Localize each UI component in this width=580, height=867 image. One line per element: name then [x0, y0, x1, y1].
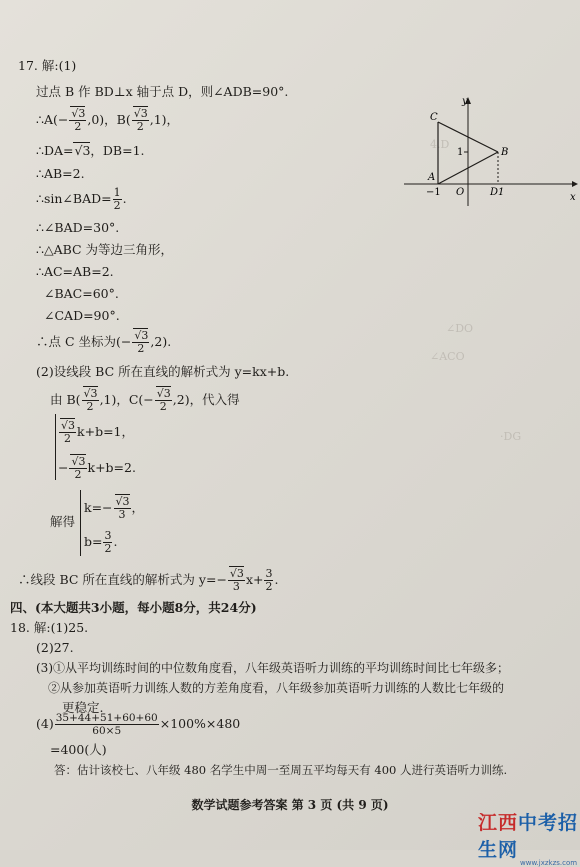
text: ∴DA=: [36, 143, 74, 158]
denominator: 3: [118, 508, 126, 521]
system-brace: [80, 490, 81, 556]
q18-part2: (2)27.: [36, 640, 74, 655]
q17-line: ∠CAD=90°.: [44, 308, 120, 323]
solution-b: [84, 530, 117, 555]
q18-part3c: 更稳定.: [62, 700, 104, 715]
text: ,2).: [150, 334, 172, 349]
sqrt: √3: [134, 329, 149, 342]
q18-result: =400(人): [50, 742, 107, 757]
denominator: 2: [137, 342, 145, 355]
sqrt: √3: [83, 387, 98, 400]
fraction: [228, 568, 245, 593]
denominator: 2: [113, 199, 121, 212]
sqrt: √3: [229, 567, 244, 580]
denominator: 2: [74, 468, 82, 481]
q17-line: 过点 B 作 BD⊥x 轴于点 D，则∠ADB=90°.: [36, 84, 289, 99]
sqrt: √3: [115, 495, 130, 508]
site-logo: [478, 808, 580, 867]
text: ×100%×480: [159, 716, 241, 731]
bleed-text: ·DG: [500, 430, 522, 443]
q18-heading: 18. 解:(1)25.: [10, 620, 89, 635]
q17-line: ∴AC=AB=2.: [36, 264, 114, 279]
solve-label: 解得: [50, 514, 76, 529]
fraction: [113, 187, 122, 212]
label-o: O: [456, 187, 465, 198]
fraction: [132, 108, 149, 133]
sqrt: √3: [71, 455, 86, 468]
denominator: 2: [86, 400, 94, 413]
logo-text: 中考招生网: [478, 812, 579, 861]
q18-part3b: ②从参加英语听力训练人数的方差角度看，八年级参加英语听力训练的人数比七年级的: [48, 681, 505, 695]
denominator: 2: [136, 120, 144, 133]
coordinate-diagram: [404, 92, 578, 210]
q17-heading: 17. 解:(1): [18, 58, 77, 73]
text: ，: [131, 500, 145, 515]
fraction: [155, 388, 172, 413]
text: ∴点 C 坐标为(−: [36, 334, 132, 349]
x-axis-arrow: [572, 181, 578, 187]
denominator: 2: [265, 580, 273, 593]
fraction: [59, 420, 76, 445]
sqrt: √3: [156, 387, 171, 400]
q18-part3a: (3)①从平均训练时间的中位数角度看，八年级英语听力训练的平均训练时间比七年级多；: [36, 661, 510, 675]
denominator: 2: [74, 120, 82, 133]
q17-line: ∴△ABC 为等边三角形，: [36, 242, 174, 257]
label-1: 1: [457, 147, 464, 158]
text: ,1)，C(−: [99, 392, 154, 407]
equation-1: [58, 420, 134, 445]
solution-k: [84, 496, 144, 521]
fraction: [55, 712, 159, 737]
q17-coords-ab: [36, 108, 179, 133]
section-4-heading: 四、(本大题共3小题，每小题8分，共24分): [10, 600, 257, 615]
fraction: [264, 568, 273, 593]
q17-point-c: [36, 330, 171, 355]
q17-substitute: [50, 388, 240, 413]
q17-da-db: [36, 143, 145, 159]
q17-line: ∴AB=2.: [36, 166, 85, 181]
label-neg1: −1: [426, 187, 441, 198]
numerator: 35+44+51+60+60: [55, 712, 158, 724]
label-d1: D1: [490, 187, 505, 198]
sqrt: √3: [74, 143, 91, 158]
denominator: 3: [232, 580, 240, 593]
fraction: [114, 496, 131, 521]
denominator: 2: [159, 400, 167, 413]
numerator: 1: [113, 186, 121, 199]
text: 由 B(: [50, 392, 81, 407]
text: .: [122, 191, 127, 206]
system-brace: [55, 414, 56, 480]
label-b: B: [501, 147, 509, 158]
text: b=: [84, 534, 103, 549]
text: ∴sin∠BAD=: [36, 191, 112, 206]
denominator: 2: [64, 432, 71, 445]
label-y: y: [462, 96, 468, 107]
text: (4): [36, 716, 54, 731]
fraction: [103, 530, 112, 555]
numerator: 3: [265, 567, 273, 580]
denominator: 2: [104, 542, 112, 555]
numerator: 3: [104, 529, 112, 542]
text: .: [113, 534, 118, 549]
fraction: [82, 388, 99, 413]
equation-2: [58, 456, 136, 481]
label-x: x: [570, 192, 576, 203]
logo-url: www.jxzkzs.com: [520, 859, 578, 867]
text: ,0)，B(: [87, 112, 131, 127]
fraction: [69, 456, 86, 481]
text: .: [274, 572, 279, 587]
q17-line: ∴∠BAD=30°.: [36, 220, 120, 235]
text: ，DB=1.: [90, 143, 145, 158]
bleed-text: 4.D: [430, 138, 450, 151]
denominator: 60×5: [92, 725, 122, 737]
page-footer: 数学试题参考答案 第 3 页 (共 9 页): [191, 798, 389, 812]
text: x+: [245, 572, 264, 587]
label-a: A: [428, 172, 436, 183]
sqrt: √3: [133, 107, 148, 120]
q17-line: (2)设线段 BC 所在直线的解析式为 y=kx+b.: [36, 364, 290, 379]
q18-answer: 答：估计该校七、八年级 480 名学生中周一至周五平均每天有 400 人进行英语听力训练.: [54, 763, 508, 777]
fraction: [132, 330, 149, 355]
q18-part4: [36, 712, 240, 737]
text: k=−: [84, 500, 113, 515]
fraction: [69, 108, 86, 133]
text: ,2)，代入得: [172, 392, 240, 407]
text: −: [58, 460, 69, 475]
sqrt: √3: [71, 107, 86, 120]
bleed-text: ∠ACO: [430, 350, 465, 363]
text: ,1)，: [149, 112, 180, 127]
sqrt: √3: [61, 419, 76, 432]
label-c: C: [430, 112, 438, 123]
text: ∴线段 BC 所在直线的解析式为 y=−: [18, 572, 227, 587]
q17-line: ∠BAC=60°.: [44, 286, 119, 301]
q17-final: [18, 568, 278, 593]
text: ∴A(−: [36, 112, 69, 127]
bleed-text: ∠DO: [446, 322, 474, 335]
q17-sin: [36, 187, 127, 212]
text: k+b=1，: [77, 424, 134, 439]
logo-text: 江西: [478, 812, 519, 834]
text: k+b=2.: [87, 460, 136, 475]
